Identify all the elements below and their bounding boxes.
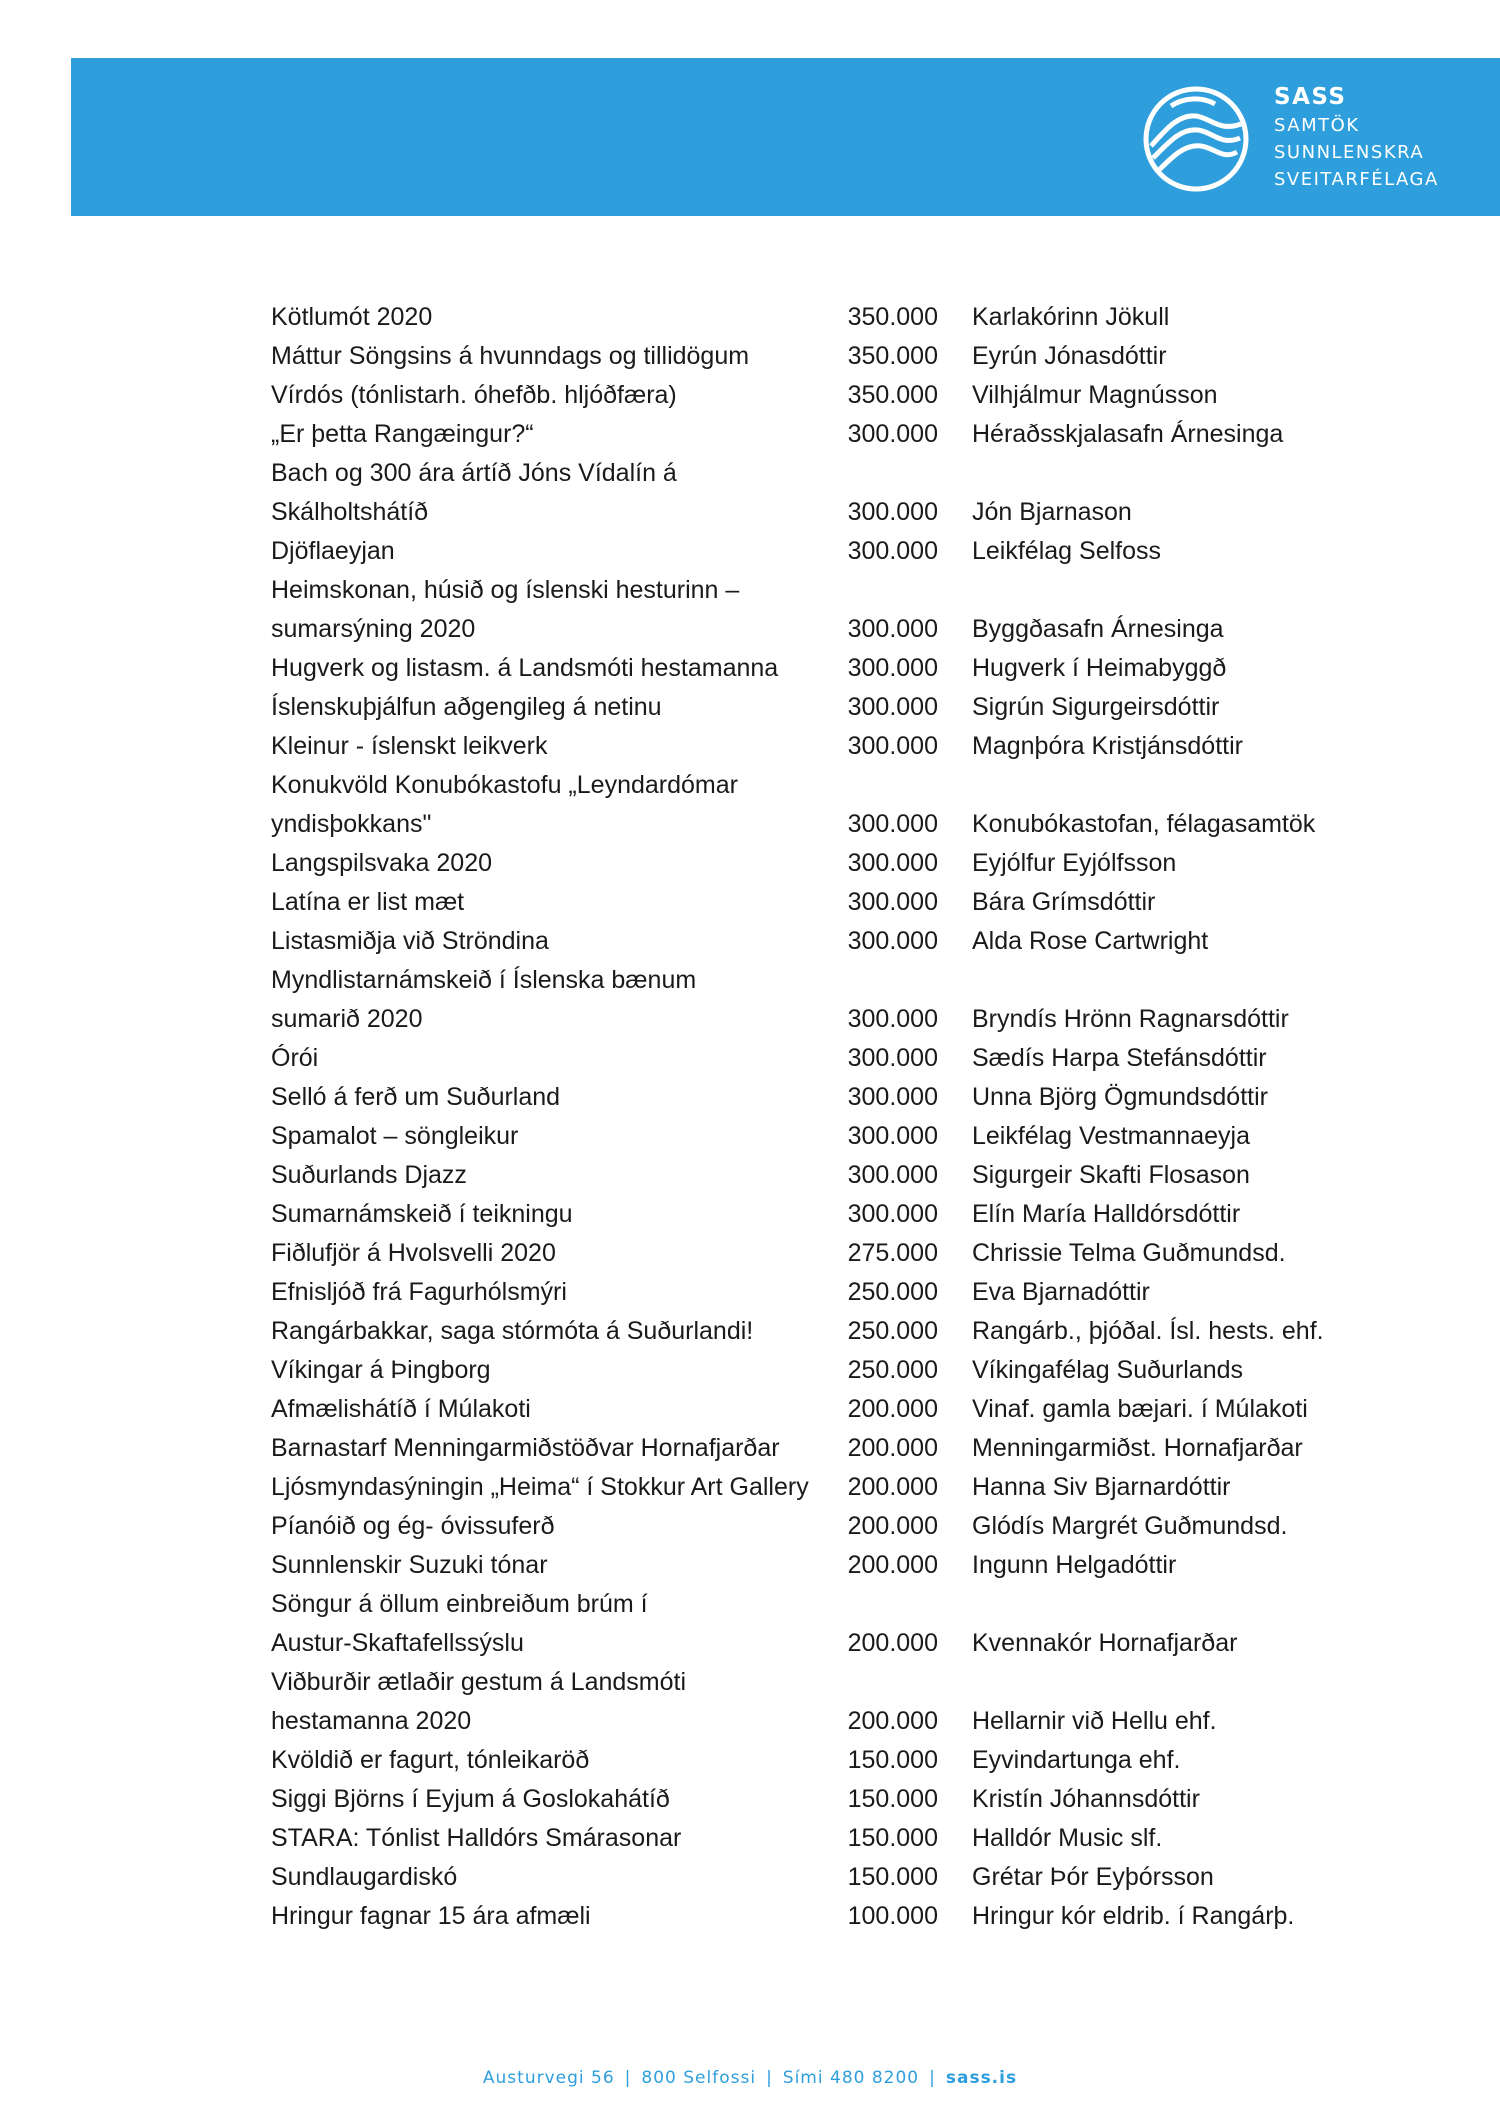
project-name xyxy=(271,961,831,1039)
project-name xyxy=(271,649,831,688)
recipient-name: Hringur kór eldrib. í Rangárþ. xyxy=(972,1902,1295,1930)
table-row xyxy=(271,883,1331,922)
project-name-line: Djöflaeyjan xyxy=(271,537,395,565)
footer-separator: | xyxy=(766,2068,773,2088)
project-name xyxy=(271,844,831,883)
grant-amount: 300.000 xyxy=(847,810,938,838)
project-name xyxy=(271,1858,831,1897)
project-name-line: Máttur Söngsins á hvunndags og tillidögum xyxy=(271,342,750,370)
table-row xyxy=(271,766,1331,844)
footer-separator: | xyxy=(624,2068,632,2088)
table-row xyxy=(271,1234,1331,1273)
org-short-name: SASS xyxy=(1274,84,1347,110)
project-name-line: Latína er list mæt xyxy=(271,888,465,916)
recipient-name: Sigurgeir Skafti Flosason xyxy=(972,1161,1250,1189)
project-name xyxy=(271,454,831,532)
table-row xyxy=(271,1741,1331,1780)
project-name-line: Barnastarf Menningarmiðstöðvar Hornafjarðar xyxy=(271,1434,780,1462)
project-name xyxy=(271,532,831,571)
table-row xyxy=(271,1546,1331,1585)
recipient-name: Alda Rose Cartwright xyxy=(972,927,1209,955)
footer-website-link[interactable]: sass.is xyxy=(945,2068,1018,2088)
project-name xyxy=(271,1741,831,1780)
recipient-name: Elín María Halldórsdóttir xyxy=(972,1200,1241,1228)
table-row xyxy=(271,1858,1331,1897)
project-name-line: Langspilsvaka 2020 xyxy=(271,849,492,877)
project-name-line: sumarið 2020 xyxy=(271,1005,423,1033)
recipient-name: Ingunn Helgadóttir xyxy=(972,1551,1177,1579)
project-name-line: Siggi Björns í Eyjum á Goslokahátíð xyxy=(271,1785,670,1813)
project-name-line: Bach og 300 ára ártíð Jóns Vídalín á xyxy=(271,459,677,487)
recipient-name: Héraðsskjalasafn Árnesinga xyxy=(972,420,1284,448)
table-row xyxy=(271,1780,1331,1819)
table-row xyxy=(271,1078,1331,1117)
project-name-line: hestamanna 2020 xyxy=(271,1707,472,1735)
project-name xyxy=(271,1351,831,1390)
project-name xyxy=(271,337,831,376)
project-name xyxy=(271,415,831,454)
recipient-name: Karlakórinn Jökull xyxy=(972,303,1170,331)
grant-amount: 200.000 xyxy=(847,1707,938,1735)
recipient-name: Sigrún Sigurgeirsdóttir xyxy=(972,693,1220,721)
project-name xyxy=(271,571,831,649)
grant-amount: 150.000 xyxy=(847,1785,938,1813)
recipient-name: Sædís Harpa Stefánsdóttir xyxy=(972,1044,1267,1072)
grant-amount: 350.000 xyxy=(847,303,938,331)
table-row xyxy=(271,415,1331,454)
grant-amount: 250.000 xyxy=(847,1278,938,1306)
project-name xyxy=(271,1039,831,1078)
org-name-line-2: SUNNLENSKRA xyxy=(1274,142,1425,163)
project-name xyxy=(271,1468,831,1507)
recipient-name: Chrissie Telma Guðmundsd. xyxy=(972,1239,1286,1267)
table-row xyxy=(271,961,1331,1039)
project-name xyxy=(271,1429,831,1468)
grant-amount: 300.000 xyxy=(847,537,938,565)
recipient-name: Menningarmiðst. Hornafjarðar xyxy=(972,1434,1303,1462)
table-row xyxy=(271,727,1331,766)
project-name xyxy=(271,376,831,415)
grant-amount: 200.000 xyxy=(847,1551,938,1579)
recipient-name: Vilhjálmur Magnússon xyxy=(972,381,1218,409)
recipient-name: Halldór Music slf. xyxy=(972,1824,1163,1852)
grant-amount: 300.000 xyxy=(847,1200,938,1228)
project-name-line: Spamalot – söngleikur xyxy=(271,1122,519,1150)
table-row xyxy=(271,337,1331,376)
project-name-line: Myndlistarnámskeið í Íslenska bænum xyxy=(271,966,697,994)
grant-amount: 275.000 xyxy=(847,1239,938,1267)
grant-amount: 200.000 xyxy=(847,1434,938,1462)
grant-amount: 200.000 xyxy=(847,1395,938,1423)
project-name-line: Íslenskuþjálfun aðgengileg á netinu xyxy=(271,693,662,721)
recipient-name: Hellarnir við Hellu ehf. xyxy=(972,1707,1217,1735)
recipient-name: Magnþóra Kristjánsdóttir xyxy=(972,732,1243,760)
recipient-name: Bryndís Hrönn Ragnarsdóttir xyxy=(972,1005,1289,1033)
sass-logo-icon xyxy=(1141,84,1251,194)
grant-amount: 250.000 xyxy=(847,1356,938,1384)
recipient-name: Rangárb., þjóðal. Ísl. hests. ehf. xyxy=(972,1317,1324,1345)
project-name-line: Skálholtshátíð xyxy=(271,498,429,526)
grant-amount: 300.000 xyxy=(847,615,938,643)
project-name-line: Afmælishátíð í Múlakoti xyxy=(271,1395,531,1423)
grant-amount: 300.000 xyxy=(847,1083,938,1111)
table-row xyxy=(271,1273,1331,1312)
project-name-line: Viðburðir ætlaðir gestum á Landsmóti xyxy=(271,1668,687,1696)
grant-amount: 300.000 xyxy=(847,849,938,877)
project-name-line: Píanóið og ég- óvissuferð xyxy=(271,1512,555,1540)
project-name-line: sumarsýning 2020 xyxy=(271,615,476,643)
table-row xyxy=(271,1039,1331,1078)
recipient-name: Eyjólfur Eyjólfsson xyxy=(972,849,1177,877)
footer-address: Austurvegi 56 xyxy=(482,2068,615,2088)
grant-amount: 300.000 xyxy=(847,654,938,682)
footer-postcode: 800 Selfossi xyxy=(641,2068,757,2088)
project-name xyxy=(271,1273,831,1312)
grant-amount: 200.000 xyxy=(847,1629,938,1657)
table-row xyxy=(271,298,1331,337)
table-row xyxy=(271,1507,1331,1546)
grant-amount: 300.000 xyxy=(847,927,938,955)
recipient-name: Hanna Siv Bjarnardóttir xyxy=(972,1473,1231,1501)
recipient-name: Grétar Þór Eyþórsson xyxy=(972,1863,1214,1891)
project-name xyxy=(271,1117,831,1156)
grant-amount: 150.000 xyxy=(847,1863,938,1891)
project-name-line: „Er þetta Rangæingur?“ xyxy=(271,420,534,448)
project-name xyxy=(271,1897,831,1936)
grant-amount: 300.000 xyxy=(847,888,938,916)
grant-amount: 200.000 xyxy=(847,1512,938,1540)
project-name-line: Víkingar á Þingborg xyxy=(271,1356,491,1384)
project-name xyxy=(271,1507,831,1546)
table-row xyxy=(271,1468,1331,1507)
table-row xyxy=(271,1429,1331,1468)
project-name-line: Austur-Skaftafellssýslu xyxy=(271,1629,524,1657)
recipient-name: Kristín Jóhannsdóttir xyxy=(972,1785,1200,1813)
table-row xyxy=(271,1663,1331,1741)
recipient-name: Eva Bjarnadóttir xyxy=(972,1278,1150,1306)
project-name-line: Sundlaugardiskó xyxy=(271,1863,458,1891)
recipient-name: Leikfélag Vestmannaeyja xyxy=(972,1122,1250,1150)
project-name xyxy=(271,1195,831,1234)
project-name xyxy=(271,1780,831,1819)
project-name xyxy=(271,1390,831,1429)
grant-amount: 300.000 xyxy=(847,693,938,721)
grant-amount: 300.000 xyxy=(847,732,938,760)
recipient-name: Kvennakór Hornafjarðar xyxy=(972,1629,1238,1657)
project-name xyxy=(271,298,831,337)
table-row xyxy=(271,844,1331,883)
project-name-line: Sunnlenskir Suzuki tónar xyxy=(271,1551,548,1579)
table-row xyxy=(271,1819,1331,1858)
recipient-name: Bára Grímsdóttir xyxy=(972,888,1156,916)
grant-amount: 150.000 xyxy=(847,1746,938,1774)
project-name-line: Órói xyxy=(271,1044,319,1072)
project-name xyxy=(271,1585,831,1663)
table-row xyxy=(271,376,1331,415)
project-name-line: Selló á ferð um Suðurland xyxy=(271,1083,561,1111)
table-row xyxy=(271,922,1331,961)
org-name-line-3: SVEITARFÉLAGA xyxy=(1274,169,1439,190)
footer-phone: Sími 480 8200 xyxy=(782,2068,920,2088)
footer xyxy=(0,2068,1500,2088)
project-name xyxy=(271,922,831,961)
project-name-line: Heimskonan, húsið og íslenski hesturinn – xyxy=(271,576,740,604)
project-name-line: Sumarnámskeið í teikningu xyxy=(271,1200,573,1228)
table-row xyxy=(271,1585,1331,1663)
project-name xyxy=(271,1546,831,1585)
recipient-name: Unna Björg Ögmundsdóttir xyxy=(972,1083,1268,1111)
recipient-name: Víkingafélag Suðurlands xyxy=(972,1356,1244,1384)
grant-amount: 300.000 xyxy=(847,1005,938,1033)
project-name xyxy=(271,727,831,766)
table-row xyxy=(271,1897,1331,1936)
project-name xyxy=(271,1312,831,1351)
project-name-line: Hringur fagnar 15 ára afmæli xyxy=(271,1902,591,1930)
project-name-line: Efnisljóð frá Fagurhólsmýri xyxy=(271,1278,567,1306)
project-name-line: yndisþokkans" xyxy=(271,810,432,838)
project-name xyxy=(271,1234,831,1273)
table-row xyxy=(271,1312,1331,1351)
recipient-name: Konubókastofan, félagasamtök xyxy=(972,810,1316,838)
project-name-line: Kötlumót 2020 xyxy=(271,303,433,331)
table-row xyxy=(271,1156,1331,1195)
recipient-name: Leikfélag Selfoss xyxy=(972,537,1162,565)
grant-amount: 350.000 xyxy=(847,381,938,409)
project-name-line: Konukvöld Konubókastofu „Leyndardómar xyxy=(271,771,738,799)
project-name xyxy=(271,883,831,922)
project-name xyxy=(271,1156,831,1195)
table-row xyxy=(271,571,1331,649)
project-name xyxy=(271,688,831,727)
recipient-name: Jón Bjarnason xyxy=(972,498,1132,526)
table-row xyxy=(271,688,1331,727)
table-row xyxy=(271,1195,1331,1234)
table-row xyxy=(271,1390,1331,1429)
recipient-name: Hugverk í Heimabyggð xyxy=(972,654,1227,682)
org-name-line-1: SAMTÖK xyxy=(1274,115,1360,136)
grant-amount: 300.000 xyxy=(847,1122,938,1150)
grant-table xyxy=(271,298,1331,1936)
table-row xyxy=(271,454,1331,532)
table-row xyxy=(271,1117,1331,1156)
project-name-line: Suðurlands Djazz xyxy=(271,1161,467,1189)
table-row xyxy=(271,1351,1331,1390)
recipient-name: Eyvindartunga ehf. xyxy=(972,1746,1181,1774)
recipient-name: Byggðasafn Árnesinga xyxy=(972,615,1224,643)
table-row xyxy=(271,649,1331,688)
grant-amount: 300.000 xyxy=(847,1044,938,1072)
org-wordmark xyxy=(1274,82,1439,193)
project-name-line: Listasmiðja við Ströndina xyxy=(271,927,549,955)
project-name xyxy=(271,1663,831,1741)
grant-amount: 350.000 xyxy=(847,342,938,370)
project-name-line: STARA: Tónlist Halldórs Smárasonar xyxy=(271,1824,682,1852)
table-row xyxy=(271,532,1331,571)
project-name xyxy=(271,1078,831,1117)
recipient-name: Glódís Margrét Guðmundsd. xyxy=(972,1512,1288,1540)
project-name-line: Hugverk og listasm. á Landsmóti hestamanna xyxy=(271,654,779,682)
project-name-line: Ljósmyndasýningin „Heima“ í Stokkur Art Gallery xyxy=(271,1473,809,1501)
footer-separator: | xyxy=(929,2068,936,2088)
project-name-line: Söngur á öllum einbreiðum brúm í xyxy=(271,1590,648,1618)
grant-amount: 150.000 xyxy=(847,1824,938,1852)
project-name xyxy=(271,1819,831,1858)
project-name-line: Fiðlufjör á Hvolsvelli 2020 xyxy=(271,1239,556,1267)
project-name-line: Rangárbakkar, saga stórmóta á Suðurlandi! xyxy=(271,1317,754,1345)
project-name xyxy=(271,766,831,844)
project-name-line: Kvöldið er fagurt, tónleikaröð xyxy=(271,1746,590,1774)
grant-amount: 300.000 xyxy=(847,1161,938,1189)
project-name-line: Vírdós (tónlistarh. óhefðb. hljóðfæra) xyxy=(271,381,677,409)
grant-amount: 300.000 xyxy=(847,420,938,448)
grant-amount: 250.000 xyxy=(847,1317,938,1345)
project-name-line: Kleinur - íslenskt leikverk xyxy=(271,732,548,760)
grant-amount: 200.000 xyxy=(847,1473,938,1501)
grant-amount: 300.000 xyxy=(847,498,938,526)
recipient-name: Eyrún Jónasdóttir xyxy=(972,342,1167,370)
grant-amount: 100.000 xyxy=(847,1902,938,1930)
recipient-name: Vinaf. gamla bæjari. í Múlakoti xyxy=(972,1395,1308,1423)
